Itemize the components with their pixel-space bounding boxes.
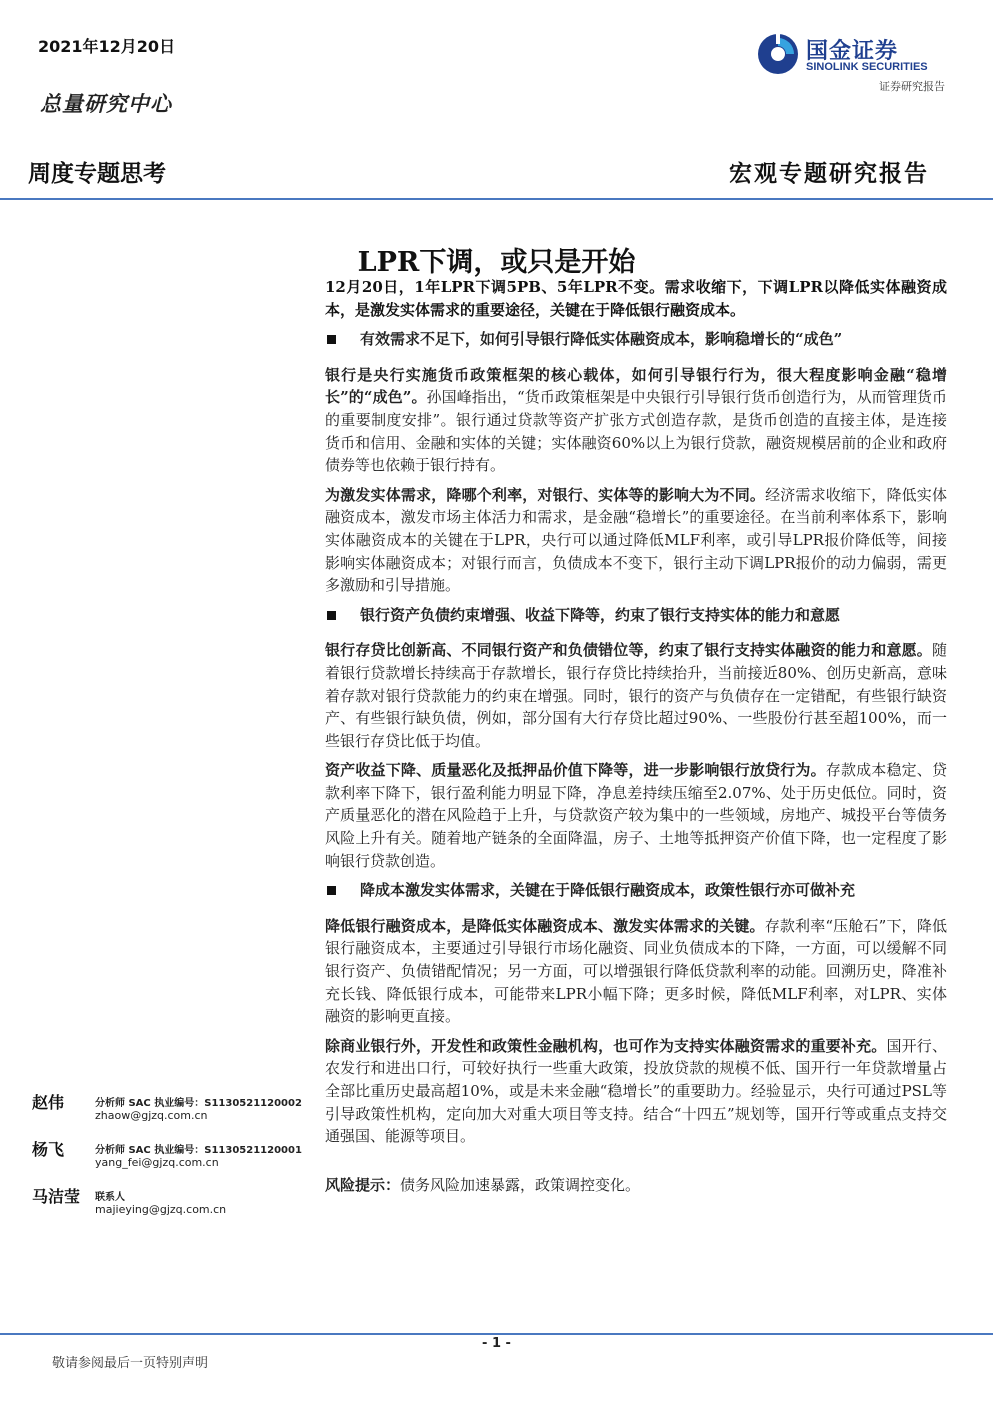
square-bullet-icon [327,611,336,620]
paragraph-lead: 银行存贷比创新高、不同银行资产和负债错位等，约束了银行支持实体融资的能力和意愿。 [325,641,932,660]
paragraph-lead: 除商业银行外，开发性和政策性金融机构，也可作为支持实体融资需求的重要补充。 [325,1036,887,1055]
risk-text: 债务风险加速暴露，政策调控变化。 [400,1175,641,1194]
paragraph-text: 国开行、农发行和进出口行，可较好执行一些重大政策，投放贷款的规模不低、国开行一年贷款增量占全部比重历史最高超10%，或是未来金融“稳增长”的重要助力。经验显示，央行可通过PSL等引导政策性机构，定向加大对重大项目等支持。结合“十四五”规划等，国开行等或重点支持交通强国、能源等项目。 [325,1036,947,1146]
paragraph-text: 随着银行贷款增长持续高于存款增长，银行存贷比持续抬升，当前接近80%、创历史新高，意味着存款对银行贷款能力的约束在增强。同时，银行的资产与负债存在一定错配，有些银行缺资产、有些银行缺负债，例如，部分国有大行存贷比超过90%、一些股份行甚至超100%，而一些银行存贷比低于均值。 [325,641,947,750]
paragraph-lead: 资产收益下降、质量恶化及抵押品价值下降等，进一步影响银行放贷行为。 [325,761,826,780]
author-role: 分析师 SAC 执业编号：S1130521120002 [95,1098,302,1109]
sinolink-logo-mark-icon [756,32,800,76]
report-title: LPR下调，或只是开始 [357,247,636,278]
body-paragraph [325,639,947,752]
header-divider [0,198,993,200]
section-heading: 银行资产负债约束增强、收益下降等，约束了银行支持实体的能力和意愿 [325,604,947,627]
author-entry [32,1137,312,1184]
paragraph-lead: 降低银行融资成本，是降低实体融资成本、激发实体需求的关键。 [325,916,765,935]
author-role: 分析师 SAC 执业编号：S1130521120001 [95,1145,302,1156]
risk-label: 风险提示： [325,1175,401,1194]
intro-paragraph: 12月20日，1年LPR下调5PB、5年LPR不变。需求收缩下，下调LPR以降低实体融资成本，是激发实体需求的重要途径，关键在于降低银行融资成本。 [325,278,947,319]
report-type: 宏观专题研究报告 [729,160,929,187]
page-number: - 1 - [482,1336,511,1351]
report-category: 周度专题思考 [28,161,166,187]
risk-warning [325,1174,947,1197]
paragraph-text: 存款成本稳定、贷款利率下降下，银行盈利能力明显下降，净息差持续压缩至2.07%、处于历史低位。同时，资产质量恶化的潜在风险趋于上升，与贷款资产较为集中的一些领域，房地产、城投平台等债务风险上升有关。随着地产链条的全面降温，房子、土地等抵押资产价值下降，也一定程度了影响银行贷款创造。 [325,761,947,870]
report-body [325,276,947,1203]
footer-divider [0,1333,993,1335]
logo-english-name: SINOLINK SECURITIES [806,61,928,73]
body-paragraph [325,1035,947,1148]
author-list [32,1090,312,1231]
disclaimer-note: 敬请参阅最后一页特别声明 [52,1356,209,1371]
paragraph-text: 经济需求收缩下，降低实体融资成本，激发市场主体活力和需求，是金融“稳增长”的重要途径。在当前利率体系下，影响实体融资成本的关键在于LPR，央行可以通过降低MLF利率，或引导LPR报价降低等，间接影响实体融资成本；对银行而言，负债成本不变下，银行主动下调LPR报价的动力偏弱，需更多激励和引导措施。 [325,485,947,595]
paragraph-lead: 为激发实体需求，降哪个利率，对银行、实体等的影响大为不同。 [325,485,766,504]
paragraph-lead: 银行是央行实施货币政策框架的核心载体，如何引导银行行为，很大程度影响金融“稳增长”的“成色”。 [325,365,947,407]
logo-chinese-name: 国金证券 [806,39,899,64]
body-paragraph [325,915,947,1028]
section-heading: 有效需求不足下，如何引导银行降低实体融资成本，影响稳增长的“成色” [325,328,947,351]
author-email[interactable]: yang_fei@gjzq.com.cn [95,1156,219,1169]
square-bullet-icon [327,335,336,344]
author-name: 赵伟 [32,1093,65,1112]
author-email[interactable]: zhaow@gjzq.com.cn [95,1109,208,1122]
author-name: 杨飞 [32,1140,65,1159]
report-kind-label: 证券研究报告 [879,80,945,93]
paragraph-text: 存款利率“压舱石”下，降低银行融资成本，主要通过引导银行市场化融资、同业负债成本的下降，一方面，可以缓解不同银行资产、负债错配情况；另一方面，可以增强银行降低贷款利率的动能。回溯历史，降准补充长钱、降低银行成本，可能带来LPR小幅下降；更多时候，降低MLF利率，对LPR、实体融资的影响更直接。 [325,916,947,1026]
square-bullet-icon [327,886,336,895]
section-heading: 降成本激发实体需求，关键在于降低银行融资成本，政策性银行亦可做补充 [325,879,947,902]
paragraph-text: 孙国峰指出，“货币政策框架是中央银行引导银行货币创造行为，从而管理货币的重要制度安排”。银行通过贷款等资产扩张方式创造存款，是货币创造的直接主体，是连接货币和信用、金融和实体的关键；实体融资60%以上为银行贷款，融资规模居前的企业和政府债券等也依赖于银行持有。 [325,388,947,475]
author-name: 马洁莹 [32,1187,81,1206]
body-paragraph [325,484,947,597]
author-entry [32,1184,312,1231]
author-role: 联系人 [95,1192,125,1203]
author-entry [32,1090,312,1137]
body-paragraph [325,759,947,872]
research-center-name: 总量研究中心 [40,91,172,116]
report-date: 2021年12月20日 [38,37,176,56]
body-paragraph [325,364,947,477]
author-email[interactable]: majieying@gjzq.com.cn [95,1203,227,1216]
